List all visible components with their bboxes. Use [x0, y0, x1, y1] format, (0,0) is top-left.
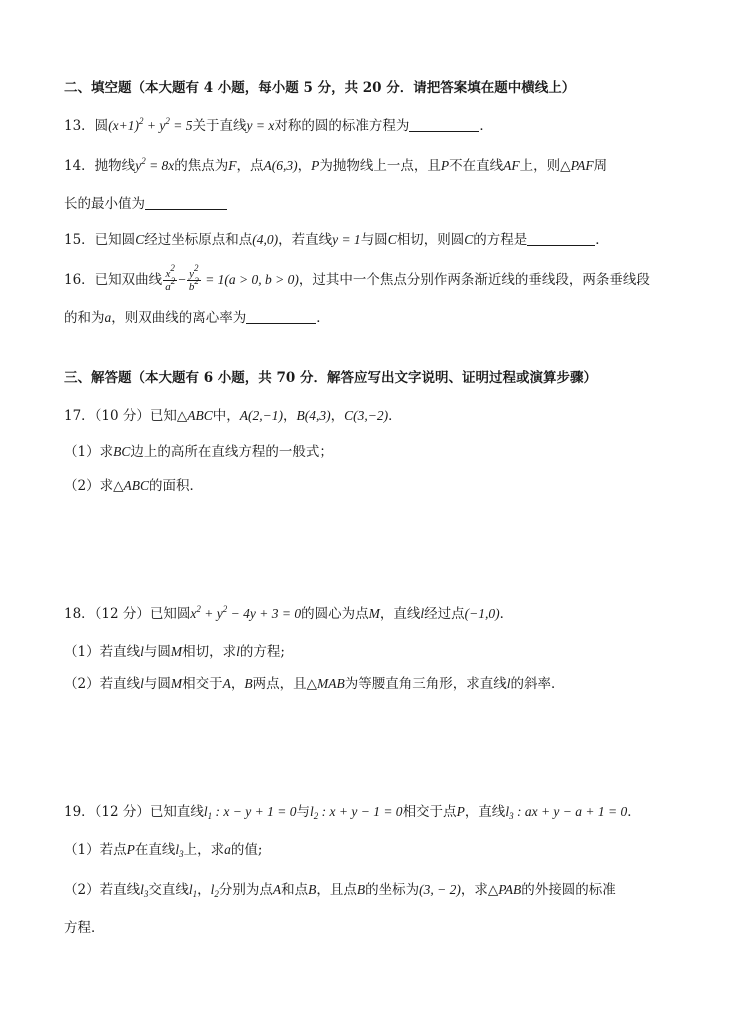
q13-text-b: 关于直线	[192, 118, 247, 134]
q19-line-2: $l_2$ : x + y − 1 = 0	[309, 804, 403, 821]
q16-a: a	[104, 310, 112, 325]
question-19-part-2-cont: 方程．	[64, 920, 105, 936]
q16-frac-x: $\frac{x^2}{a^2}$	[165, 263, 176, 293]
q16-answer-blank[interactable]	[246, 309, 316, 324]
q16-condition: = 1(a > 0, b > 0)	[201, 272, 299, 287]
q17-ABC-2: ABC	[123, 478, 149, 493]
q15-text-e: 相切，则圆	[396, 232, 465, 248]
q13-end: ．	[479, 118, 493, 134]
q14-AF: AF	[503, 158, 520, 173]
question-18-part-1: （1）若直线l与圆M相切，求l的方程;	[64, 644, 285, 660]
q16-text-b: ，过其中一个焦点分别作两条渐近线的垂线段，两条垂线段	[298, 272, 650, 288]
q19-point-B: (3, − 2)	[419, 882, 461, 897]
question-17: 17．（10 分）已知△ABC中，A(2,−1)，B(4,3)，C(3,−2)．	[64, 408, 402, 424]
question-19-part-2: （2）若直线$l_3$交直线$l_1$，$l_2$分别为点A和点B，且点B的坐标为(3, − 2)，求△PAB的外接圆的标准	[64, 882, 616, 899]
q14-text-d: ，	[297, 158, 312, 174]
q19-P: P	[456, 804, 465, 819]
q18-circle-eq: $x^2 + y^2 - 4y + 3 = 0$	[190, 604, 302, 621]
q14-answer-blank[interactable]	[145, 195, 227, 210]
section-3-heading: 三、解答题（本大题有 6 小题，共 70 分．解答应写出文字说明、证明过程或演算步骤）	[64, 370, 597, 386]
question-19: 19．（12 分）已知直线$l_1$ : x − y + 1 = 0与$l_2$ : x + y − 1 = 0相交于点P，直线$l_3$ : ax + y − a + 1 = 0．	[64, 804, 641, 821]
q14-text-h: 周	[593, 158, 608, 174]
q15-text-b: 经过坐标原点和点	[144, 232, 253, 248]
q15-C3: C	[464, 232, 474, 247]
q13-text-c: 对称的圆的标准方程为	[274, 118, 410, 134]
question-19-part-1: （1）若点P在直线$l_3$上，求a的值;	[64, 842, 263, 859]
q15-text-f: 的方程是	[473, 232, 528, 248]
q19-line-1: $l_1$ : x − y + 1 = 0	[203, 804, 297, 821]
q16-text-d: ，则双曲线的离心率为	[111, 310, 247, 326]
q14-point-A: A(6,3)	[263, 158, 298, 173]
q16-frac-y: $\frac{y^2}{b^2}$	[188, 263, 199, 293]
q17-point-B: B(4,3)	[296, 408, 331, 423]
q14-PAF: PAF	[570, 158, 594, 173]
q14-text-b: 的焦点为	[174, 158, 229, 174]
q14-text-l2: 长的最小值为	[64, 196, 145, 212]
question-15	[64, 230, 609, 250]
question-13	[64, 116, 493, 136]
question-17-part-1: （1）求BC边上的高所在直线方程的一般式；	[64, 444, 333, 460]
q17-ABC: ABC	[187, 408, 213, 423]
q18-MAB: MAB	[317, 676, 345, 691]
question-16-line-1: 16．已知双曲线 $\frac{x^2}{a^2}$ − $\frac{y^2}{b^2}$ = 1(a > 0, b > 0)，过其中一个焦点分别作两条渐近线的垂线段，两条垂线段	[64, 263, 650, 293]
q14-P2: P	[440, 158, 450, 173]
question-18-part-2: （2）若直线l与圆M相交于A，B两点，且△MAB为等腰直角三角形，求直线l的斜率．	[64, 676, 565, 692]
q17-BC: BC	[113, 444, 131, 459]
q14-text-a: 14．抛物线	[64, 158, 136, 174]
q14-parabola: $y^2 = 8x$	[135, 156, 175, 173]
q14-text-e: 为抛物线上一点，且	[319, 158, 441, 174]
q13-circle-eq: $(x+1)^2 + y^2 = 5$	[108, 116, 193, 133]
q15-text-c: ，若直线	[278, 232, 333, 248]
q17-point-C: C(3,−2)	[344, 408, 389, 423]
q14-text-g: 上，则△	[519, 158, 571, 174]
question-17-part-2: （2）求△ABC的面积．	[64, 478, 203, 494]
q18-point: (−1,0)	[464, 606, 500, 621]
section-2-heading: 二、填空题（本大题有 4 小题，每小题 5 分，共 20 分．请把答案填在题中横线上）	[64, 80, 576, 96]
q15-text-a: 15．已知圆	[64, 232, 136, 248]
q19-line-3: $l_3$ : ax + y − a + 1 = 0	[505, 804, 628, 821]
q17-text-a: 17．（10 分）已知△	[64, 408, 188, 424]
question-18: 18．（12 分）已知圆$x^2 + y^2 - 4y + 3 = 0$的圆心为点M，直线l经过点(−1,0)．	[64, 604, 514, 622]
q14-text-f: 不在直线	[449, 158, 504, 174]
q13-answer-blank[interactable]	[409, 117, 479, 132]
q18-l: l	[420, 606, 425, 621]
q15-end: ．	[595, 232, 609, 248]
q15-C: C	[135, 232, 145, 247]
q16-end: ．	[316, 310, 330, 326]
q18-M: M	[368, 606, 380, 621]
q17-text-b: 中，	[212, 408, 240, 424]
q13-line: y = x	[246, 118, 275, 133]
q15-answer-blank[interactable]	[527, 231, 595, 246]
q17-point-A: A(2,−1)	[239, 408, 284, 423]
q16-text-a: 16．已知双曲线	[64, 272, 163, 288]
q14-F: F	[228, 158, 237, 173]
q13-text-a: 13．圆	[64, 118, 109, 134]
question-14-line-2	[64, 194, 227, 214]
q19-PAB: PAB	[498, 882, 522, 897]
q14-text-c: ，点	[236, 158, 264, 174]
q14-P: P	[311, 158, 320, 173]
question-16-line-2	[64, 308, 330, 328]
q15-line: y = 1	[332, 232, 361, 247]
q15-text-d: 与圆	[360, 232, 388, 248]
q15-point: (4,0)	[252, 232, 279, 247]
question-14-line-1	[64, 156, 607, 176]
q15-C2: C	[387, 232, 397, 247]
q16-text-c: 的和为	[64, 310, 105, 326]
